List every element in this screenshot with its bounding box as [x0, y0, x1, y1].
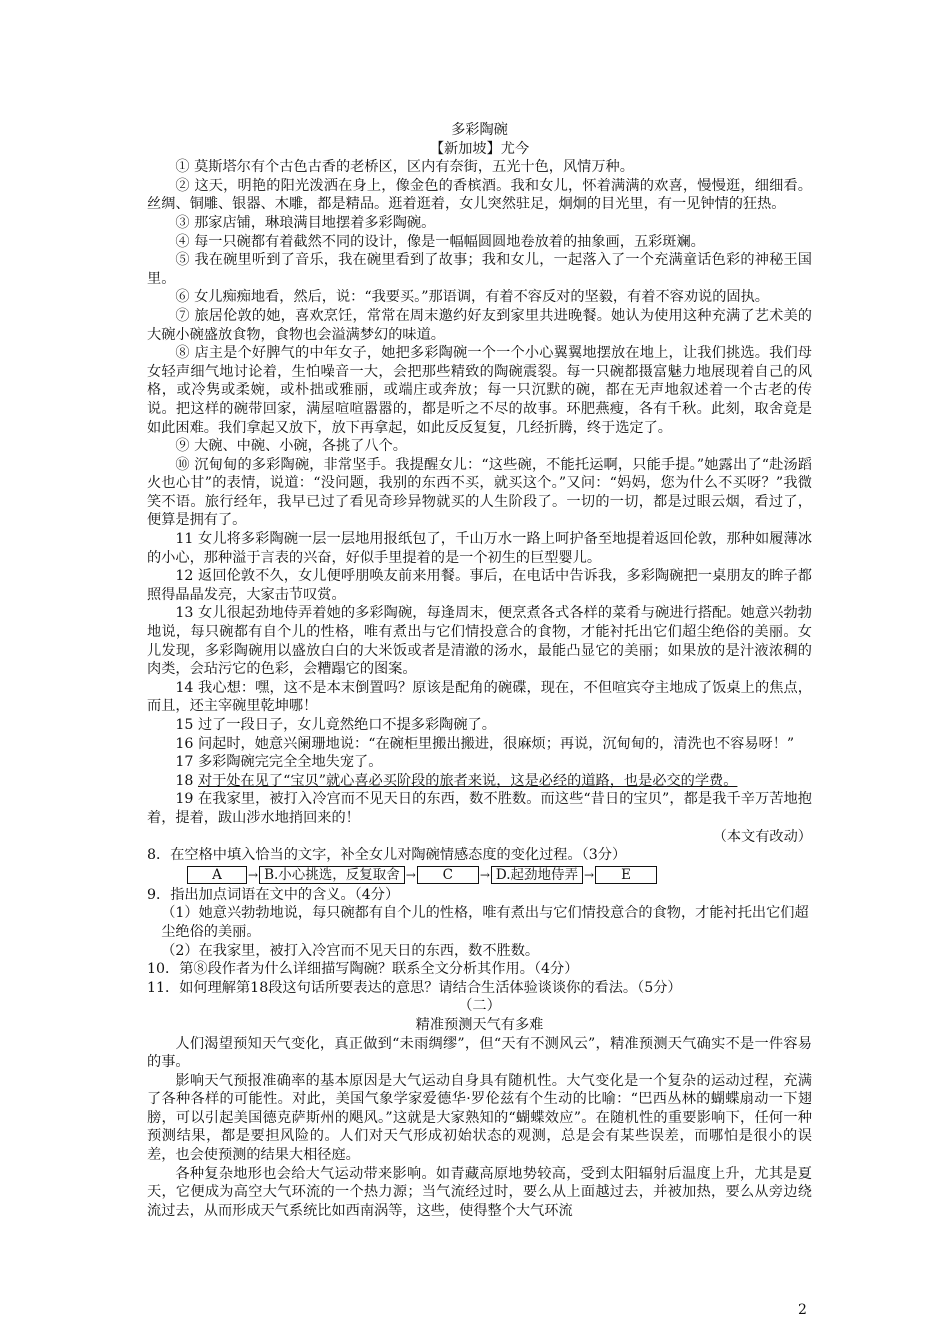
arrow-right-icon: →: [584, 867, 595, 882]
paragraph: 15 过了一段日子，女儿竟然绝口不提多彩陶碗了。: [175, 717, 496, 733]
underlined-sentence: 对于处在见了“宝贝”就心喜必买阶段的旅者来说，这是必经的道路，也是必交的学费。: [197, 772, 738, 789]
article-2-title: 精准预测天气有多难: [415, 1016, 544, 1033]
paragraph: 14 我心想：嘿，这不是本末倒置吗？原该是配角的碗碟，现在，不但喧宾夺主地成了饭桌上的焦点，而且，还主宰碗里乾坤哪！: [147, 679, 812, 715]
paragraph: ⑨ 大碗、中碗、小碗，各挑了八个。: [175, 438, 407, 455]
paragraph: 13 女儿很起劲地侍弄着她的多彩陶碗，每逢周末，便烹煮各式各样的菜肴与碗进行搭配。她意兴勃勃地说，每只碗都有自个儿的性格，唯有煮出与它们情投意合的食物，才能衬托出它们超尘绝俗的美丽。女儿发现，多彩陶碗用以盛放白白的大米饭或者是清澈的汤水，最能凸显它的美丽；如果放的是汁液浓稠的肉类，会玷污它的色彩，会糟蹋它的图案。: [147, 605, 812, 678]
paragraph: ⑧ 店主是个好脾气的中年女子，她把多彩陶碗一个一个小心翼翼地摆放在地上，让我们挑选。我们母女轻声细气地讨论着，生怕噪音一大，会把那些精致的陶碗震裂。每一只碗都摄富魅力地展现着自己的风格，或冷隽或柔婉，或朴拙或雅丽，或端庄或奔放；每一只沉默的碗，都在无声地叙述着一个古老的传说。把这样的碗带回家，满屋喧喧嚣嚣的，都是听之不尽的故事。环肥燕瘦，各有千秋。此刻，取舍竟是如此困难。我们拿起又放下，放下再拿起，如此反反复复，几经折腾，终于选定了。: [147, 345, 812, 436]
paragraph: ⑩ 沉甸甸的多彩陶碗，非常坚手。我提醒女儿：“这些碗，不能托运啊，只能手提。”她露出了“赴汤蹈火也心甘”的表情，说道：“没问题，我别的东西不买，就买这个。”又问：“妈妈，您为什么不买呀？”我微笑不语。旅行经年，我早已过了看见奇珍异物就买的人生阶段了。一切的一切，都是过眼云烟，看过了，便算是拥有了。: [147, 456, 812, 529]
paragraph: 影响天气预报准确率的基本原因是大气运动自身具有随机性。大气变化是一个复杂的运动过程，充满了各种各样的可能性。对此，美国气象学家爱德华·罗伦兹有个生动的比喻：“巴西丛林的蝴蝶扇动一下翅膀，可以引起美国德克萨斯州的飓风。”这就是大家熟知的“蝴蝶效应”。在随机性的重要影响下，任何一种预测结果，都是要担风险的。人们对天气形成初始状态的观测，总是会有某些误差，而哪怕是很小的误差，也会使预测的结果大相径庭。: [147, 1072, 812, 1164]
arrow-right-icon: →: [248, 867, 259, 882]
question-8: 8．在空格中填入恰当的文字，补全女儿对陶碗情感态度的变化过程。（3分）: [147, 847, 627, 864]
question-11: 11．如何理解第18段这句话所要表达的意思？请结合生活体验谈谈你的看法。（5分）: [147, 979, 682, 996]
paragraph: 16 问起时，她意兴阑珊地说：“在碗柜里搬出搬进，很麻烦；再说，沉甸甸的，清洗也不容易呀！”: [175, 735, 795, 752]
paragraph: 19 在我家里，被打入冷宫而不见天日的东西，数不胜数。而这些“昔日的宝贝”，都是我千辛万苦地抱着，提着，跋山涉水地捎回来的！: [147, 791, 812, 826]
source-note: （本文有改动）: [712, 828, 812, 845]
paragraph: ① 莫斯塔尔有个古色古香的老桥区，区内有奈街，五光十色，风情万种。: [175, 159, 634, 176]
paragraph: ⑤ 我在碗里听到了音乐，我在碗里看到了故事；我和女儿，一起落入了一个充满童话色彩的神秘王国里。: [147, 252, 812, 287]
question-9: 9．指出加点词语在文中的含义。（4分）: [147, 886, 400, 903]
section-marker: （二）: [458, 998, 501, 1015]
arrow-right-icon: →: [405, 867, 416, 882]
arrow-right-icon: →: [479, 867, 490, 882]
paragraph-18: [147, 772, 812, 791]
paragraph: 各种复杂地形也会给大气运动带来影响。如青藏高原地势较高，受到太阳辐射后温度上升，尤其是夏天，它便成为高空大气环流的一个热力源；当气流经过时，要么从上面越过去，并被加热，要么从旁边绕流过去，从而形成天气系统比如西南涡等，这些，使得整个大气环流: [147, 1165, 812, 1219]
paragraph: 17 多彩陶碗完完全全地失宠了。: [175, 754, 383, 771]
question-9-2: （2）在我家里，被打入冷宫而不见天日的东西，数不胜数。: [161, 942, 540, 959]
paragraph: ④ 每一只碗都有着截然不同的设计，像是一幅幅圆圆地卷放着的抽象画，五彩斑斓。: [175, 233, 705, 250]
paragraph: 12 返回伦敦不久，女儿便呼朋唤友前来用餐。事后，在电话中告诉我，多彩陶碗把一桌朋友的眸子都照得晶晶发亮，大家击节叹赏。: [147, 568, 812, 603]
document-body: [147, 121, 812, 1220]
article-title: 多彩陶碗: [451, 122, 508, 138]
flow-box-a[interactable]: A: [187, 866, 247, 884]
question-10: 10．第⑧段作者为什么详细描写陶碗？联系全文分析其作用。（4分）: [147, 961, 579, 978]
page-number: 2: [798, 1302, 807, 1318]
article-author: 【新加坡】尤今: [429, 140, 530, 157]
paragraph: ⑦ 旅居伦敦的她，喜欢烹饪，常常在周末邀约好友到家里共进晚餐。她认为使用这种充满了艺术美的大碗小碗盛放食物，食物也会溢满梦幻的味道。: [147, 307, 812, 343]
question-9-1: （1）她意兴勃勃地说，每只碗都有自个儿的性格，唯有煮出与它们情投意合的食物，才能衬托出它们超尘绝俗的美丽。: [161, 905, 809, 940]
paragraph: 人们渴望预知天气变化，真正做到“未雨绸缪”，但“天有不测风云”，精准预测天气确实不是一件容易的事。: [147, 1035, 812, 1071]
paragraph: ⑥ 女儿痴痴地看，然后，说：“我要买。”那语调，有着不容反对的坚毅，有着不容劝说的固执。: [175, 289, 769, 306]
paragraph: ③ 那家店铺，琳琅满目地摆着多彩陶碗。: [175, 214, 436, 231]
paragraph: ② 这天，明艳的阳光泼洒在身上，像金色的香槟酒。我和女儿，怀着满满的欢喜，慢慢逛，细细看。丝绸、铜雕、银器、木雕，都是精品。逛着逛着，女儿突然驻足，炯炯的目光里，有一见钟情的狂热。: [147, 177, 812, 213]
flow-box-e[interactable]: E: [595, 866, 657, 884]
flow-box-d: D.起劲地侍弄: [491, 866, 583, 884]
flow-chart: [187, 866, 812, 885]
paragraph-number: 18: [175, 772, 198, 789]
flow-box-b: B.小心挑选，反复取舍: [259, 866, 405, 884]
flow-box-c[interactable]: C: [417, 866, 479, 884]
paragraph: 11 女儿将多彩陶碗一层一层地用报纸包了，千山万水一路上呵护备至地提着返回伦敦，那种如履薄冰的小心，那种溢于言表的兴奋，好似手里提着的是一个初生的巨型婴儿。: [147, 531, 812, 566]
